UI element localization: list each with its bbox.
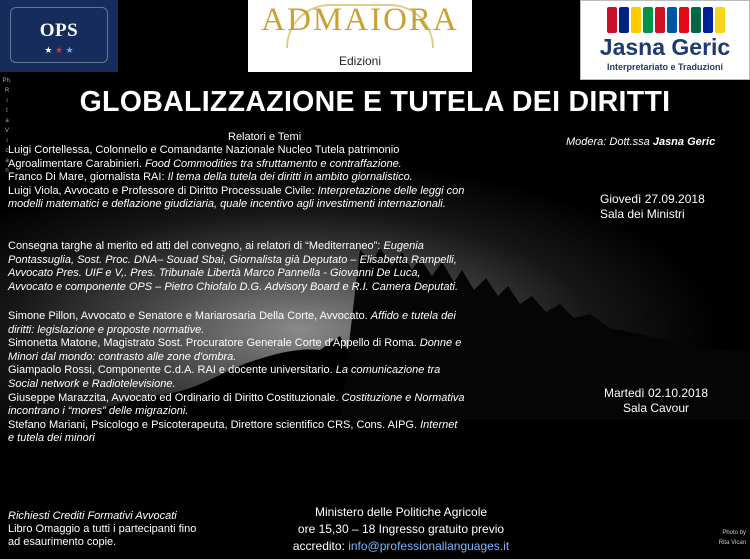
speaker-line bbox=[8, 171, 538, 185]
side-credit-char: V bbox=[4, 128, 9, 134]
speaker-topic: Minori dal mondo: contrasto alle zone d'ombra. bbox=[8, 350, 237, 363]
jasna-logo-subtitle: Interpretariato e Traduzioni bbox=[606, 62, 724, 72]
moderator-prefix: Modera: Dott.ssa bbox=[566, 136, 653, 148]
event-day: Martedì 02.10.2018 bbox=[603, 386, 709, 400]
speaker-topic: Il tema della tutela dei diritti in ambito giornalistico. bbox=[167, 171, 413, 184]
speaker-line bbox=[8, 378, 548, 392]
speaker-topic: Costituzione e Normativa bbox=[341, 391, 465, 404]
side-credit-char: R bbox=[4, 88, 10, 94]
side-credit-char: c bbox=[5, 148, 9, 154]
speaker-text: Simone Pillon, Avvocato e Senatore e Mariarosaria Della Corte, Avvocato. bbox=[8, 310, 371, 322]
speaker-line bbox=[8, 405, 548, 419]
speaker-topic: Food Commodities tra sfruttamento e contraffazione. bbox=[144, 157, 402, 170]
speaker-topic: incontrano i “mores” delle migrazioni. bbox=[8, 405, 189, 418]
photo-credit-name: Rita Vican bbox=[718, 540, 746, 546]
awards-line bbox=[8, 240, 538, 254]
speaker-text: Stefano Mariani, Psicologo e Psicoterapeuta, Direttore scientifico CRS, Cons. AIPG. bbox=[8, 418, 421, 431]
speaker-line bbox=[8, 432, 548, 446]
speaker-topic: La comunicazione tra bbox=[335, 364, 441, 377]
speaker-topic: Interpretazione delle leggi con bbox=[317, 184, 465, 197]
event-venue: Sala Cavour bbox=[622, 401, 690, 415]
moderator-line bbox=[566, 136, 715, 150]
credits-note: Richiesti Crediti Formativi Avvocati bbox=[8, 510, 177, 522]
awards-line bbox=[8, 254, 538, 268]
side-credit-char: Ph. bbox=[2, 78, 12, 84]
event-date-2 bbox=[586, 386, 726, 416]
speaker-line bbox=[8, 351, 548, 365]
event-date-1 bbox=[600, 192, 740, 222]
side-credit-char: i bbox=[6, 138, 8, 144]
venue-hours: ore 15,30 – 18 Ingresso gratuito previo bbox=[297, 522, 505, 536]
speaker-topic: Donne e bbox=[419, 337, 462, 350]
photo-credit-label: Photo by bbox=[722, 530, 746, 536]
speakers-section-1 bbox=[8, 144, 538, 212]
star-icon: ★ bbox=[44, 45, 53, 55]
ops-logo-text: OPS bbox=[39, 20, 79, 41]
speaker-text: Giuseppe Marazzita, Avvocato ed Ordinario di Diritto Costituzionale. bbox=[8, 391, 342, 404]
speaker-line bbox=[8, 419, 548, 433]
speaker-line bbox=[8, 324, 548, 338]
awards-names: Eugenia bbox=[383, 240, 424, 252]
side-credit-char: a bbox=[5, 158, 9, 164]
speaker-topic: e tutela dei minori bbox=[8, 432, 95, 445]
star-icon: ★ bbox=[54, 45, 64, 55]
awards-names: Avvocato e componente OPS – Pietro Chiofalo D.G. Advisory Board e R.I. Camera Deputati. bbox=[8, 280, 458, 293]
flags-icon bbox=[607, 7, 725, 33]
side-credit-char: i bbox=[6, 98, 8, 104]
jasna-geric-logo bbox=[580, 0, 750, 80]
footer-note-line: ad esaurimento copie. bbox=[8, 536, 117, 548]
admaiora-logo bbox=[248, 0, 472, 72]
side-credit-char: t bbox=[6, 108, 8, 114]
speaker-topic: Internet bbox=[420, 418, 458, 431]
admaiora-logo-name: ADMAIORA bbox=[261, 2, 459, 38]
speaker-topic: Affido e tutela dei bbox=[370, 310, 456, 322]
speaker-text: Simonetta Matone, Magistrato Sost. Procuratore Generale Corte d'Appello di Roma. bbox=[8, 337, 420, 350]
speaker-line: Luigi Cortellessa, Colonnello e Comandante Nazionale Nucleo Tutela patrimonio bbox=[8, 144, 400, 156]
accreditation-line bbox=[258, 538, 544, 555]
footer-note-line bbox=[8, 510, 248, 523]
poster-title: GLOBALIZZAZIONE E TUTELA DEI DIRITTI bbox=[79, 86, 671, 118]
accreditation-label: accredito: bbox=[292, 539, 349, 553]
speaker-text: Agroalimentare Carabinieri. bbox=[8, 157, 145, 170]
side-credit-char: a bbox=[5, 118, 9, 124]
speaker-text: Franco Di Mare, giornalista RAI: bbox=[8, 171, 168, 184]
venue-ministry: Ministero delle Politiche Agricole bbox=[314, 505, 488, 519]
speaker-line bbox=[8, 364, 548, 378]
star-icon: ★ bbox=[65, 45, 74, 55]
footer-note-line: Libro Omaggio a tutti i partecipanti fino bbox=[8, 523, 197, 535]
speaker-line bbox=[8, 158, 538, 172]
speaker-line bbox=[8, 337, 548, 351]
speaker-line bbox=[8, 185, 538, 199]
speaker-line bbox=[8, 198, 538, 212]
speaker-text: Luigi Viola, Avvocato e Professore di Diritto Processuale Civile: bbox=[8, 184, 318, 197]
awards-text: Consegna targhe al merito ed atti del convegno, ai relatori di “Mediterraneo”: bbox=[8, 240, 384, 252]
ops-logo bbox=[0, 0, 118, 72]
photo-credit bbox=[690, 528, 746, 548]
ops-logo-stars bbox=[0, 45, 118, 56]
awards-line bbox=[8, 267, 538, 281]
jasna-logo-name: Jasna Geric bbox=[599, 34, 731, 60]
event-day: Giovedì 27.09.2018 bbox=[600, 192, 705, 206]
footer-venue-info bbox=[258, 504, 544, 555]
speaker-topic: diritti: legislazione e proposte normative. bbox=[8, 323, 205, 336]
speakers-section-2 bbox=[8, 310, 548, 446]
admaiora-logo-subtitle: Edizioni bbox=[338, 54, 382, 68]
moderator-name: Jasna Geric bbox=[652, 136, 716, 148]
speaker-topic: modelli matematici e deflazione giudiziaria, quale incentivo agli investimenti internazionali. bbox=[8, 198, 446, 211]
awards-line bbox=[8, 281, 538, 295]
speaker-text: Giampaolo Rossi, Componente C.d.A. RAI e docente universitario. bbox=[8, 364, 336, 377]
event-venue: Sala dei Ministri bbox=[600, 207, 685, 221]
speaker-topic: Social network e Radiotelevisione. bbox=[8, 377, 176, 390]
footer-notes bbox=[8, 510, 248, 549]
awards-names: Pontassuglia, Sost. Proc. DNA– Souad Sbai, Giornalista già Deputato – Elisabetta Rampelli, bbox=[8, 253, 457, 266]
side-credit-char: n bbox=[5, 168, 9, 174]
awards-names: Avvocato Pres. UIF e V,. Pres. Tribunale Libertà Marco Pannella - Giovanni De Luca, bbox=[8, 267, 421, 280]
awards-section bbox=[8, 240, 538, 294]
speaker-line bbox=[8, 310, 548, 324]
relatori-heading: Relatori e Temi bbox=[228, 131, 302, 143]
speaker-line bbox=[8, 392, 548, 406]
accreditation-email-link[interactable]: info@professionallanguages.it bbox=[348, 539, 510, 553]
